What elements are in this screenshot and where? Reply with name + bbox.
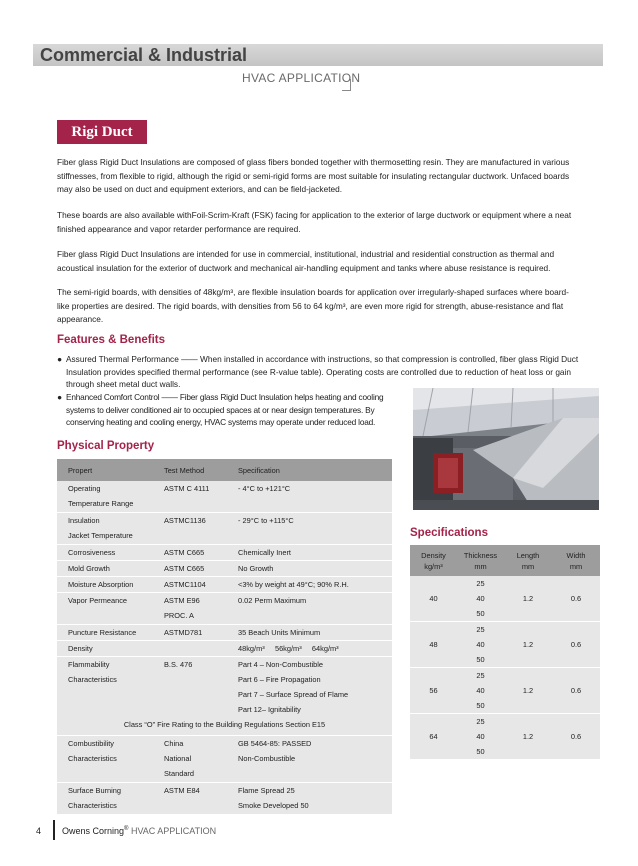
length-cell: 1.2 [522,732,534,741]
page-title: Commercial & Industrial [40,45,248,65]
registered-mark: ® [124,826,129,832]
bullet-dot-icon: ● [57,392,62,402]
column-header [552,550,600,572]
column-header: Specification [238,466,280,475]
method-cell: ASTMD781 [164,628,203,637]
method-cell: ASTM C 4111 [164,484,210,493]
thickness-cell: 40 [476,640,485,649]
property-cell: Jacket Temperature [68,531,133,540]
density-cell: 48 [429,640,438,649]
property-cell: Operating [68,484,101,493]
spec-cell: Part 12– Ignitability [238,705,301,714]
header-line: Length [516,551,540,560]
method-cell: ASTM E96 [164,596,200,605]
thickness-cell: 50 [476,655,485,664]
footer-divider [53,820,55,840]
specifications-heading: Specifications [410,527,488,539]
spec-cell: 35 Beach Units Minimum [238,628,321,637]
thickness-cell: 25 [476,671,485,680]
method-cell: PROC. A [164,611,194,620]
fire-rating-note: Class “O” Fire Rating to the Building Regulations Section E15 [123,720,326,729]
property-cell: Mold Growth [68,564,110,573]
spec-group-row [410,714,600,760]
method-cell: ASTMC1104 [164,580,206,589]
table-row [57,513,392,545]
width-cell: 0.6 [570,640,582,649]
footer-brand [62,826,216,836]
property-cell: Characteristics [68,675,117,684]
spec-group-row [410,668,600,714]
column-header [457,550,504,572]
intro-paragraph-3: Fiber glass Rigid Duct Insulations are intended for use in commercial, institutional, industrial and residential construction as thermal and acoustical insulation for the exterior of ductwork and mechanical air-handling equipment and tanks where abuse resistance is required. [57,249,555,273]
table-row [57,593,392,625]
feature-bullet-2 [57,391,411,429]
intro-paragraph-4: The semi-rigid boards, with densities of 48kg/m³, are flexible insulation boards for application over irregularly-shaped surfaces where board-like properties are desired. The rigid boards, with densities from 56 to 64 kg/m³, are even more rigid for strength, abuse-resistance and flat appearance. [57,287,569,324]
property-cell: Puncture Resistance [68,628,137,637]
column-header [504,550,552,572]
property-cell: Moisture Absorption [68,580,134,589]
thickness-cell: 40 [476,686,485,695]
column-header: Propert [68,466,93,475]
column-header: Test Method [164,466,205,475]
physical-property-heading: Physical Property [57,440,155,452]
length-cell: 1.2 [522,640,534,649]
table-row [57,561,392,577]
spec-cell: Chemically Inert [238,548,291,557]
table-row [57,657,392,736]
method-cell: China [164,739,184,748]
thickness-cell: 40 [476,594,485,603]
spec-group-row [410,576,600,622]
thickness-cell: 25 [476,579,485,588]
header-line: kg/m³ [424,562,443,571]
property-cell: Insulation [68,516,100,525]
width-cell: 0.6 [570,686,582,695]
header-line: mm [569,562,583,571]
page-subtitle: HVAC APPLICATION [242,71,361,85]
ductwork-photo [413,388,599,510]
table-row [57,736,392,783]
property-cell: Corrosiveness [68,548,116,557]
spec-cell: Part 7 – Surface Spread of Flame [238,690,349,699]
product-badge: Rigi Duct [57,120,147,144]
feature-bullet-1 [57,353,586,391]
spec-group-row [410,622,600,668]
property-cell: Flammability [68,660,110,669]
header-line: Thickness [463,551,498,560]
header-line: Width [566,551,586,560]
table-row [57,783,392,815]
table-row [57,625,392,641]
specifications-body [410,576,600,760]
spec-cell: 0.02 Perm Maximum [238,596,307,605]
property-cell: Surface Burning [68,786,121,795]
width-cell: 0.6 [570,594,582,603]
length-cell: 1.2 [522,594,534,603]
property-cell: Temperature Range [68,499,134,508]
table-row [57,545,392,561]
feature-text-1: Assured Thermal Performance —— When installed in accordance with instructions, so that compression is controlled, fiber glass Rigid Duct Insulation provides specified thermal performance (see R-value table). Operating costs are controlled due to reduction of heat loss or gain through sheet metal duct walls. [66,354,579,389]
page-number: 4 [36,826,42,836]
spec-cell: <3% by weight at 49°C; 90% R.H. [238,580,349,589]
spec-cell: Smoke Developed 50 [238,801,309,810]
thickness-cell: 50 [476,747,485,756]
column-header [410,550,457,572]
spec-cell: Part 6 – Fire Propagation [238,675,321,684]
header-line: Density [421,551,446,560]
spec-cell: Non-Combustible [238,754,296,763]
length-cell: 1.2 [522,686,534,695]
spec-cell: GB 5464-85: PASSED [238,739,312,748]
thickness-cell: 50 [476,701,485,710]
table-row [57,641,392,657]
property-cell: Characteristics [68,801,117,810]
spec-cell: - 4°C to +121°C [238,484,291,493]
header-line: mm [474,562,487,571]
density-cell: 64 [429,732,438,741]
method-cell: Standard [164,769,194,778]
method-cell: B.S. 476 [164,660,193,669]
features-heading: Features & Benefits [57,334,166,346]
method-cell: ASTM C665 [164,548,205,557]
intro-paragraph-2: These boards are also available withFoil-Scrim-Kraft (FSK) facing for application to the exterior of large ductwork or equipment where a neat finished appearance and vapor retarder performance are required. [57,210,572,234]
specifications-table [410,545,600,760]
header-line: mm [521,562,535,571]
property-cell: Combustibility [68,739,115,748]
spec-cell: No Growth [238,564,274,573]
thickness-cell: 50 [476,609,485,618]
spec-cell: - 29°C to +115°C [238,516,294,525]
spec-cell: 48kg/m³ 56kg/m³ 64kg/m³ [238,644,339,653]
property-cell: Vapor Permeance [68,596,128,605]
method-cell: ASTMC1136 [164,516,206,525]
corner-bracket-decoration [342,79,351,91]
spec-cell: Part 4 – Non-Combustible [238,660,324,669]
density-cell: 56 [429,686,438,695]
method-cell: ASTM C665 [164,564,205,573]
table-header-row [57,459,392,481]
table-row [57,481,392,513]
method-cell: National [164,754,192,763]
spec-cell: Flame Spread 25 [238,786,295,795]
thickness-cell: 25 [476,625,485,634]
feature-text-2: Enhanced Comfort Control —— Fiber glass Rigid Duct Insulation helps heating and cooling systems to deliver conditioned air to occupied spaces at or near design temperatures. By conserving heating and cooling energy, HVAC systems may operate under reduced load. [66,392,384,427]
property-cell: Density [68,644,93,653]
physical-property-table [57,459,392,815]
brand-name: Owens Corning [62,826,125,836]
intro-paragraph-1: Fiber glass Rigid Duct Insulations are composed of glass fibers bonded together with thermosetting resin. They are manufactured in various stiffnesses, from flexible to rigid, although the rigid or semi-rigid forms are most suitable for insulating rectangular ductwork. Unfaced boards may also be used on duct and equipment exteriors, and can be field-jacketed. [57,157,570,194]
table-row [57,577,392,593]
density-cell: 40 [429,594,438,603]
bullet-dot-icon: ● [57,354,63,364]
width-cell: 0.6 [570,732,582,741]
property-cell: Characteristics [68,754,117,763]
thickness-cell: 40 [476,732,485,741]
thickness-cell: 25 [476,717,485,726]
method-cell: ASTM E84 [164,786,200,795]
footer-app: HVAC APPLICATION [128,826,217,836]
table-header-row [410,545,600,576]
